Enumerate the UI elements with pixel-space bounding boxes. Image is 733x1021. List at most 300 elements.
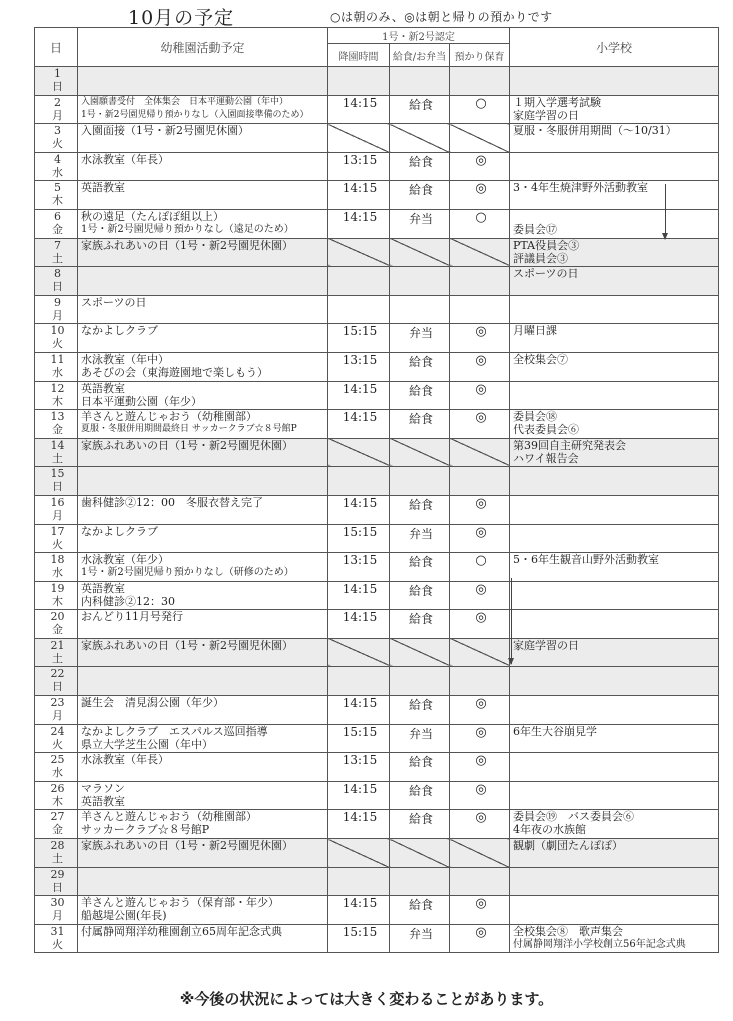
- date-cell: [35, 381, 78, 410]
- school-cell: [510, 753, 719, 782]
- childcare-cell: [450, 696, 510, 725]
- weekday: 日: [52, 280, 63, 294]
- table-row: [35, 553, 719, 582]
- lunch-cell: 給食: [390, 581, 450, 610]
- school-line: 家庭学習の日: [513, 108, 579, 122]
- schedule-table: [34, 27, 719, 953]
- activity-cell: [78, 381, 328, 410]
- weekday: 土: [52, 651, 63, 665]
- childcare-mark: ◎: [475, 781, 487, 797]
- lunch-cell: [390, 638, 450, 667]
- activity-cell: [78, 610, 328, 639]
- activity-line: 1号・新2号園児帰り預かりなし（研修のため）: [81, 567, 294, 579]
- date-cell: [35, 753, 78, 782]
- date-number: 1: [54, 67, 61, 80]
- childcare-mark: ○: [475, 209, 487, 225]
- childcare-mark: ○: [475, 553, 487, 569]
- school-line: 家庭学習の日: [513, 638, 579, 652]
- date-number: 21: [50, 638, 65, 652]
- childcare-cell: [450, 152, 510, 181]
- pickup-time-cell: [328, 867, 390, 896]
- childcare-cell: [450, 581, 510, 610]
- table-row: [35, 467, 719, 496]
- table-row: [35, 67, 719, 96]
- activity-cell: [78, 467, 328, 496]
- pickup-time-cell: [328, 238, 390, 267]
- school-line: PTA役員会③: [513, 238, 580, 252]
- childcare-mark: ◎: [475, 495, 487, 511]
- activity-line: 羊さんと遊んじゃおう（保育部・年少）: [81, 896, 279, 910]
- table-row: [35, 295, 719, 324]
- lunch-cell: 給食: [390, 495, 450, 524]
- date-number: 2: [54, 95, 61, 109]
- weekday: 火: [52, 737, 63, 751]
- activity-line: 水泳教室（年長）: [81, 753, 169, 767]
- table-row: [35, 724, 719, 753]
- school-line: 委員会⑲ バス委員会⑥: [513, 810, 634, 824]
- childcare-cell: [450, 181, 510, 210]
- childcare-cell: [450, 352, 510, 381]
- table-row: [35, 410, 719, 439]
- activity-cell: [78, 352, 328, 381]
- activity-line: 家族ふれあいの日（1号・新2号園児休園）: [81, 638, 293, 652]
- pickup-time-cell: 14:15: [328, 410, 390, 439]
- weekday: 木: [52, 194, 63, 208]
- school-cell: [510, 638, 719, 667]
- childcare-cell: [450, 67, 510, 96]
- header-lunch: 給食/お弁当: [390, 44, 450, 67]
- activity-cell: [78, 696, 328, 725]
- activity-cell: [78, 553, 328, 582]
- activity-line: 1号・新2号園児帰り預かりなし（入園面接準備のため）: [81, 109, 309, 120]
- school-line: 月曜日課: [513, 324, 557, 338]
- lunch-cell: 給食: [390, 181, 450, 210]
- childcare-mark: ◎: [475, 352, 487, 368]
- activity-cell: [78, 896, 328, 925]
- date-cell: [35, 896, 78, 925]
- childcare-cell: [450, 753, 510, 782]
- pickup-time-cell: [328, 638, 390, 667]
- childcare-mark: ◎: [475, 581, 487, 597]
- date-cell: [35, 238, 78, 267]
- activity-cell: [78, 581, 328, 610]
- date-number: 20: [50, 610, 65, 624]
- childcare-cell: [450, 610, 510, 639]
- date-cell: [35, 95, 78, 124]
- weekday: 金: [52, 623, 63, 637]
- header-day: 日: [35, 28, 78, 67]
- school-cell: [510, 410, 719, 439]
- school-cell: [510, 495, 719, 524]
- activity-cell: [78, 810, 328, 839]
- school-cell: [510, 267, 719, 296]
- activity-cell: [78, 267, 328, 296]
- activity-line: 英語教室: [81, 181, 125, 195]
- activity-cell: [78, 124, 328, 153]
- table-row: [35, 495, 719, 524]
- childcare-mark: ◎: [475, 896, 487, 912]
- table-row: [35, 867, 719, 896]
- activity-line: 夏服・冬服併用期間最終日 サッカークラブ☆８号館P: [81, 424, 297, 435]
- school-line: 代表委員会⑥: [513, 423, 579, 437]
- childcare-cell: [450, 238, 510, 267]
- weekday: 日: [52, 880, 63, 894]
- weekday: 日: [52, 480, 63, 494]
- lunch-cell: 給食: [390, 610, 450, 639]
- activity-cell: [78, 495, 328, 524]
- date-cell: [35, 181, 78, 210]
- activity-cell: [78, 324, 328, 353]
- childcare-cell: [450, 209, 510, 238]
- childcare-cell: [450, 867, 510, 896]
- arrow-2: [511, 578, 512, 664]
- lunch-cell: 給食: [390, 95, 450, 124]
- table-row: [35, 753, 719, 782]
- school-cell: [510, 381, 719, 410]
- weekday: 月: [52, 108, 63, 122]
- lunch-cell: 給食: [390, 410, 450, 439]
- childcare-cell: [450, 295, 510, 324]
- school-cell: [510, 696, 719, 725]
- pickup-time-cell: 14:15: [328, 95, 390, 124]
- activity-cell: [78, 295, 328, 324]
- childcare-mark: ◎: [475, 753, 487, 769]
- date-cell: [35, 581, 78, 610]
- activity-cell: [78, 152, 328, 181]
- childcare-cell: [450, 467, 510, 496]
- date-number: 6: [54, 209, 61, 223]
- lunch-cell: [390, 667, 450, 696]
- childcare-mark: ◎: [475, 610, 487, 626]
- childcare-mark: ◎: [475, 381, 487, 397]
- pickup-time-cell: 15:15: [328, 524, 390, 553]
- school-line: 委員会⑰: [513, 222, 557, 236]
- table-row: [35, 924, 719, 953]
- activity-cell: [78, 524, 328, 553]
- school-cell: [510, 896, 719, 925]
- table-row: [35, 638, 719, 667]
- childcare-cell: [450, 495, 510, 524]
- activity-cell: [78, 238, 328, 267]
- school-line: 夏服・冬服併用期間（～10/31）: [513, 124, 677, 138]
- pickup-time-cell: 14:15: [328, 810, 390, 839]
- date-number: 10: [50, 324, 65, 338]
- lunch-cell: 給食: [390, 381, 450, 410]
- date-cell: [35, 209, 78, 238]
- school-line: 評議員会③: [513, 251, 568, 265]
- table-row: [35, 781, 719, 810]
- date-cell: [35, 295, 78, 324]
- legend-note: ○は朝のみ、◎は朝と帰りの預かりです: [330, 10, 553, 24]
- date-number: 5: [54, 181, 61, 195]
- activity-line: 秋の遠足（たんぽぽ組以上）: [81, 209, 224, 223]
- date-number: 12: [50, 381, 65, 395]
- childcare-cell: [450, 267, 510, 296]
- pickup-time-cell: [328, 438, 390, 467]
- activity-line: 付属静岡翔洋幼稚園創立65周年記念式典: [81, 924, 282, 938]
- date-cell: [35, 524, 78, 553]
- date-cell: [35, 267, 78, 296]
- activity-line: 入園面接（1号・新2号園児休園）: [81, 124, 249, 138]
- activity-line: 水泳教室（年中）: [81, 352, 169, 366]
- table-row: [35, 267, 719, 296]
- school-cell: [510, 209, 719, 238]
- table-row: [35, 524, 719, 553]
- activity-line: 英語教室: [81, 581, 125, 595]
- activity-cell: [78, 781, 328, 810]
- date-number: 9: [54, 295, 61, 309]
- school-line: 委員会⑱: [513, 410, 557, 424]
- school-cell: [510, 352, 719, 381]
- childcare-cell: [450, 724, 510, 753]
- weekday: 水: [52, 165, 63, 179]
- table-row: [35, 810, 719, 839]
- date-number: 15: [50, 467, 65, 481]
- header-childcare: 預かり保育: [450, 44, 510, 67]
- date-number: 28: [50, 839, 65, 853]
- childcare-cell: [450, 839, 510, 868]
- school-cell: [510, 181, 719, 210]
- weekday: 日: [52, 680, 63, 694]
- weekday: 火: [52, 537, 63, 551]
- activity-cell: [78, 839, 328, 868]
- weekday: 水: [52, 766, 63, 780]
- weekday: 土: [52, 451, 63, 465]
- pickup-time-cell: [328, 67, 390, 96]
- school-cell: [510, 781, 719, 810]
- table-row: [35, 667, 719, 696]
- pickup-time-cell: 13:15: [328, 553, 390, 582]
- school-cell: [510, 67, 719, 96]
- table-row: [35, 581, 719, 610]
- date-cell: [35, 124, 78, 153]
- pickup-time-cell: [328, 467, 390, 496]
- date-cell: [35, 438, 78, 467]
- lunch-cell: [390, 438, 450, 467]
- header-certification-group: 1号・新2号認定: [328, 28, 510, 44]
- date-number: 26: [50, 781, 65, 795]
- table-row: [35, 610, 719, 639]
- school-cell: [510, 238, 719, 267]
- childcare-cell: [450, 810, 510, 839]
- school-cell: [510, 839, 719, 868]
- table-row: [35, 152, 719, 181]
- activity-cell: [78, 438, 328, 467]
- lunch-cell: 給食: [390, 810, 450, 839]
- childcare-cell: [450, 524, 510, 553]
- school-cell: [510, 810, 719, 839]
- lunch-cell: 給食: [390, 896, 450, 925]
- childcare-mark: ◎: [475, 410, 487, 426]
- school-line: １期入学選考試験: [513, 95, 601, 109]
- school-line: 6年生大谷崩見学: [513, 724, 597, 738]
- activity-line: 入園願書受付 全体集会 日本平運動公園（年中）: [81, 96, 289, 107]
- date-number: 8: [54, 267, 61, 281]
- activity-line: 水泳教室（年少）: [81, 553, 169, 567]
- lunch-cell: [390, 124, 450, 153]
- childcare-mark: ○: [475, 95, 487, 111]
- activity-cell: [78, 753, 328, 782]
- childcare-cell: [450, 438, 510, 467]
- childcare-mark: ◎: [475, 924, 487, 940]
- pickup-time-cell: 13:15: [328, 753, 390, 782]
- page-title: 10月の予定: [128, 7, 235, 29]
- school-cell: [510, 553, 719, 582]
- school-line: 全校集会⑦: [513, 352, 568, 366]
- date-cell: [35, 553, 78, 582]
- date-number: 22: [50, 667, 65, 681]
- activity-cell: [78, 410, 328, 439]
- pickup-time-cell: [328, 667, 390, 696]
- table-row: [35, 438, 719, 467]
- school-line: 観劇（劇団たんぽぽ）: [513, 839, 623, 853]
- lunch-cell: 給食: [390, 753, 450, 782]
- school-cell: [510, 524, 719, 553]
- header-school: 小学校: [510, 28, 719, 67]
- activity-line: なかよしクラブ エスパルス巡回指導: [81, 724, 268, 738]
- arrow-1: [665, 184, 666, 239]
- activity-line: 家族ふれあいの日（1号・新2号園児休園）: [81, 438, 293, 452]
- date-number: 27: [50, 810, 65, 824]
- school-cell: [510, 295, 719, 324]
- lunch-cell: 弁当: [390, 209, 450, 238]
- lunch-cell: [390, 238, 450, 267]
- header-pickup-time: 降園時間: [328, 44, 390, 67]
- activity-line: 英語教室: [81, 794, 125, 808]
- pickup-time-cell: 14:15: [328, 781, 390, 810]
- weekday: 火: [52, 337, 63, 351]
- table-row: [35, 238, 719, 267]
- school-cell: [510, 152, 719, 181]
- weekday: 火: [52, 937, 63, 951]
- activity-line: サッカークラブ☆８号館P: [81, 823, 210, 837]
- activity-cell: [78, 924, 328, 953]
- pickup-time-cell: 14:15: [328, 495, 390, 524]
- weekday: 木: [52, 394, 63, 408]
- pickup-time-cell: 13:15: [328, 352, 390, 381]
- weekday: 月: [52, 909, 63, 923]
- school-line: 5・6年生観音山野外活動教室: [513, 553, 659, 567]
- date-cell: [35, 667, 78, 696]
- date-number: 30: [50, 896, 65, 910]
- date-cell: [35, 696, 78, 725]
- activity-line: マラソン: [81, 781, 125, 795]
- pickup-time-cell: 15:15: [328, 324, 390, 353]
- lunch-cell: [390, 839, 450, 868]
- childcare-cell: [450, 410, 510, 439]
- childcare-cell: [450, 924, 510, 953]
- activity-cell: [78, 67, 328, 96]
- table-row: [35, 181, 719, 210]
- activity-cell: [78, 209, 328, 238]
- childcare-cell: [450, 95, 510, 124]
- childcare-cell: [450, 638, 510, 667]
- lunch-cell: [390, 67, 450, 96]
- lunch-cell: 弁当: [390, 324, 450, 353]
- pickup-time-cell: 14:15: [328, 209, 390, 238]
- school-line: [513, 210, 718, 223]
- activity-line: 家族ふれあいの日（1号・新2号園児休園）: [81, 238, 293, 252]
- weekday: 月: [52, 308, 63, 322]
- date-cell: [35, 867, 78, 896]
- lunch-cell: [390, 867, 450, 896]
- weekday: 水: [52, 566, 63, 580]
- activity-line: 県立大学芝生公園（年中）: [81, 737, 213, 751]
- lunch-cell: 弁当: [390, 524, 450, 553]
- childcare-cell: [450, 324, 510, 353]
- pickup-time-cell: 14:15: [328, 181, 390, 210]
- activity-line: あそびの会（東海遊園地で楽しもう）: [81, 365, 268, 379]
- date-cell: [35, 467, 78, 496]
- pickup-time-cell: 15:15: [328, 724, 390, 753]
- school-line: 4年夜の水族館: [513, 823, 586, 837]
- date-cell: [35, 810, 78, 839]
- date-number: 24: [50, 724, 65, 738]
- date-cell: [35, 495, 78, 524]
- date-number: 7: [54, 238, 61, 252]
- pickup-time-cell: 13:15: [328, 152, 390, 181]
- childcare-cell: [450, 781, 510, 810]
- school-cell: [510, 124, 719, 153]
- activity-line: 歯科健診②12：00 冬服衣替え完了: [81, 495, 263, 509]
- lunch-cell: [390, 467, 450, 496]
- pickup-time-cell: [328, 267, 390, 296]
- weekday: 火: [52, 137, 63, 151]
- childcare-mark: ◎: [475, 181, 487, 197]
- date-cell: [35, 152, 78, 181]
- date-number: 17: [50, 524, 65, 538]
- activity-line: 水泳教室（年長）: [81, 152, 169, 166]
- school-line: スポーツの日: [513, 267, 579, 281]
- table-row: [35, 839, 719, 868]
- school-cell: [510, 581, 719, 610]
- lunch-cell: 弁当: [390, 924, 450, 953]
- school-line: 3・4年生焼津野外活動教室: [513, 181, 648, 195]
- school-cell: [510, 95, 719, 124]
- childcare-mark: ◎: [475, 810, 487, 826]
- pickup-time-cell: 14:15: [328, 896, 390, 925]
- activity-line: 1号・新2号園児帰り預かりなし（遠足のため）: [81, 223, 294, 235]
- activity-cell: [78, 638, 328, 667]
- school-cell: [510, 438, 719, 467]
- activity-line: 船越堤公園(年長): [81, 909, 167, 923]
- activity-line: 日本平運動公園（年少）: [81, 394, 202, 408]
- activity-cell: [78, 181, 328, 210]
- date-number: 25: [50, 753, 65, 767]
- school-cell: [510, 324, 719, 353]
- footnote: ※今後の状況によっては大きく変わることがあります。: [179, 990, 554, 1008]
- date-cell: [35, 839, 78, 868]
- pickup-time-cell: 14:15: [328, 696, 390, 725]
- school-cell: [510, 924, 719, 953]
- date-number: 13: [50, 410, 65, 424]
- date-number: 31: [50, 924, 65, 938]
- date-number: 29: [50, 867, 65, 881]
- weekday: 日: [52, 80, 63, 93]
- pickup-time-cell: [328, 839, 390, 868]
- weekday: 土: [52, 251, 63, 265]
- activity-line: スポーツの日: [81, 295, 147, 309]
- date-number: 11: [50, 352, 65, 366]
- childcare-cell: [450, 553, 510, 582]
- date-cell: [35, 410, 78, 439]
- table-row: [35, 896, 719, 925]
- lunch-cell: 給食: [390, 352, 450, 381]
- activity-line: 家族ふれあいの日（1号・新2号園児休園）: [81, 839, 293, 853]
- activity-cell: [78, 724, 328, 753]
- weekday: 木: [52, 794, 63, 808]
- date-number: 16: [50, 495, 65, 509]
